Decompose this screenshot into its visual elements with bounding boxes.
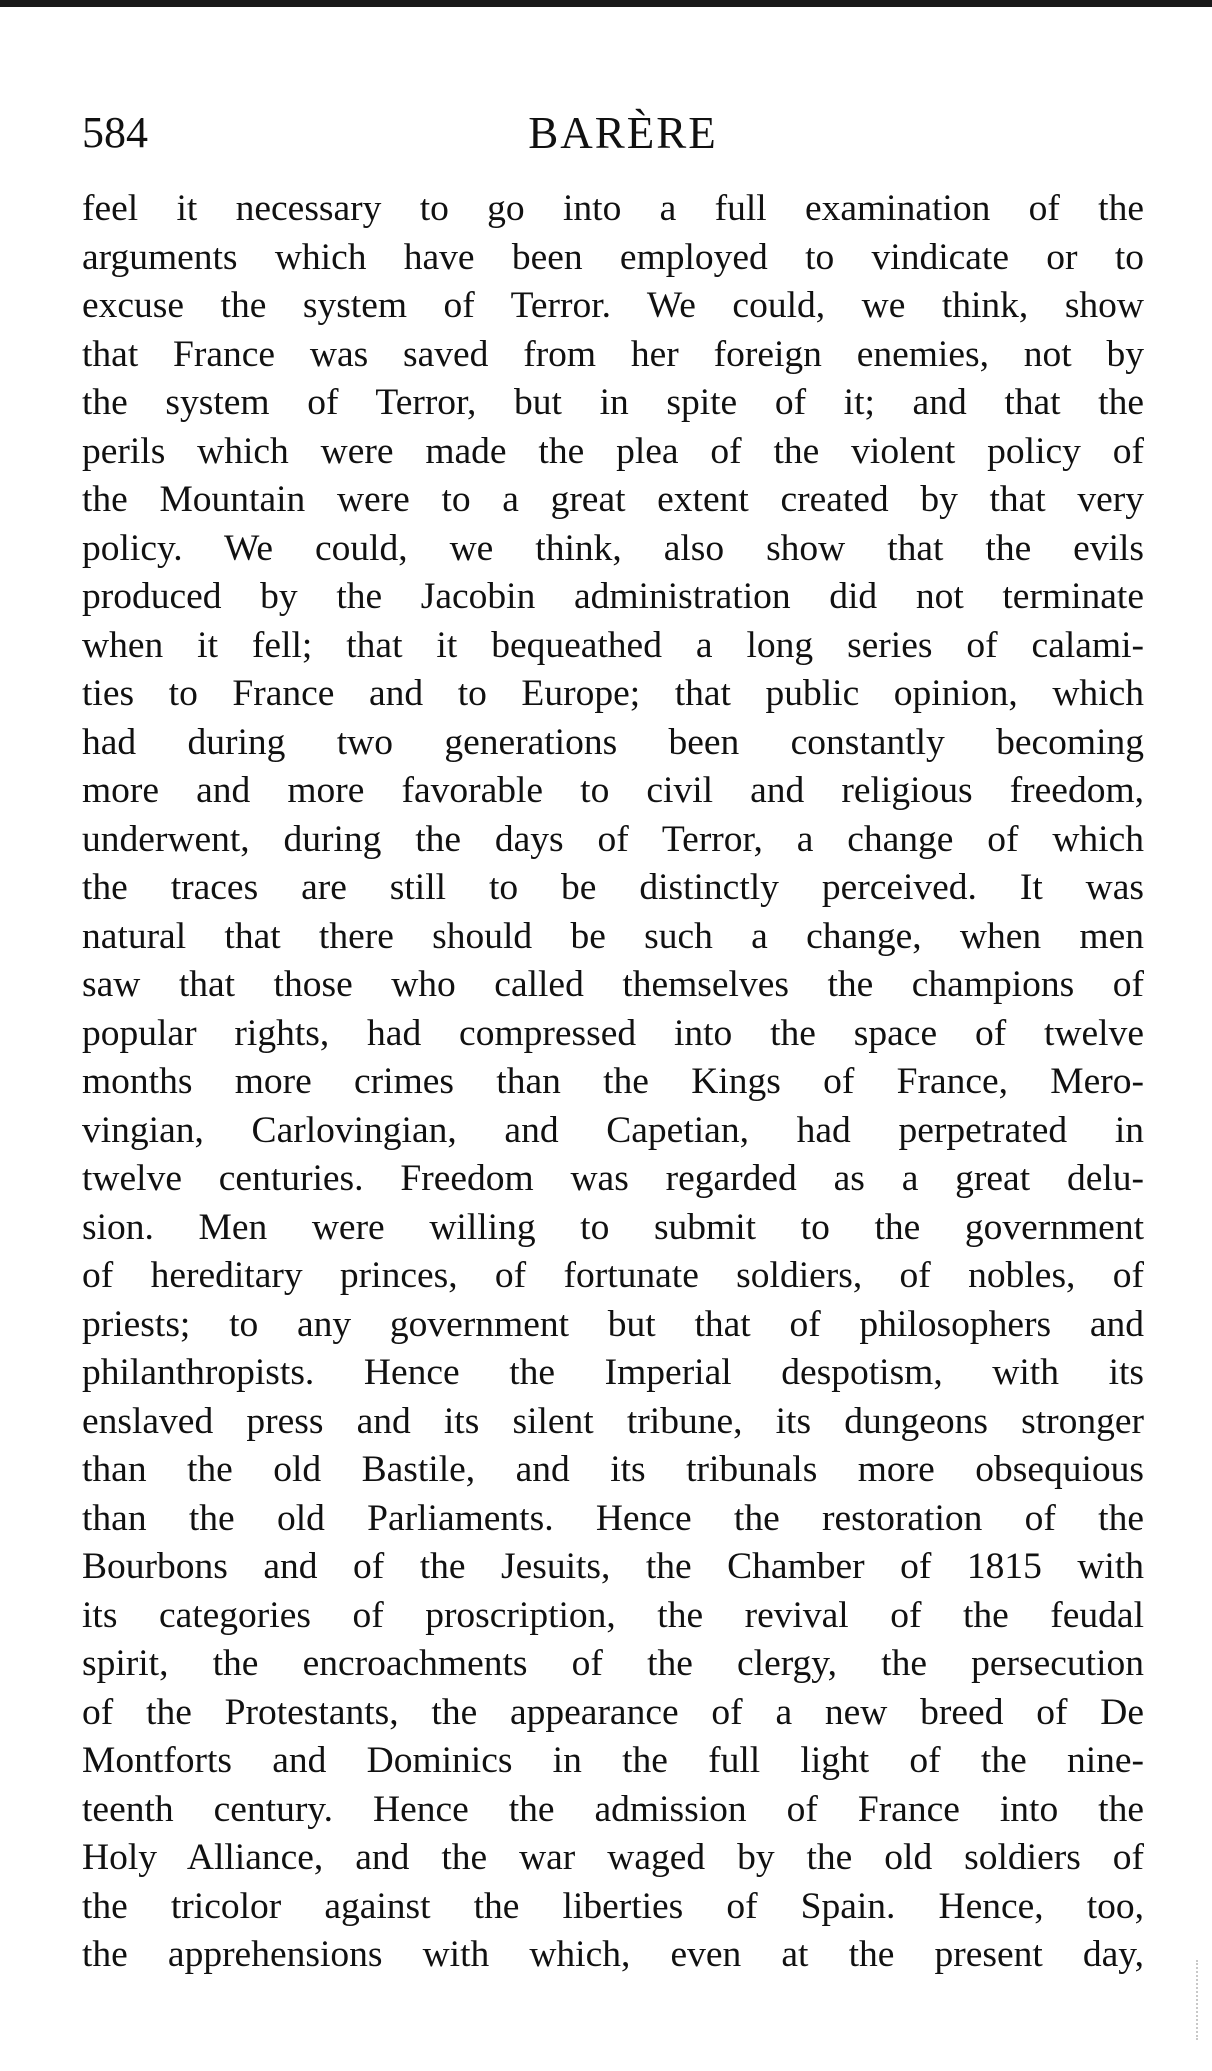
text-line: the system of Terror, but in spite of it; and that the (82, 382, 1144, 423)
text-line: the tricolor against the liberties of Spain. Hence, too, (82, 1885, 1144, 1927)
text-line: the apprehensions with which, even at the present day, (82, 1934, 1144, 1975)
top-border-rule (0, 0, 1212, 7)
text-line: the Mountain were to a great extent created by that very (82, 479, 1144, 520)
text-line: more and more favorable to civil and religious freedom, (82, 770, 1144, 811)
body-paragraph (82, 185, 1144, 1980)
text-line: than the old Parliaments. Hence the restoration of the (82, 1497, 1144, 1539)
text-line: months more crimes than the Kings of France, Mero- (82, 1061, 1144, 1102)
text-line: priests; to any government but that of philosophers and (82, 1303, 1144, 1345)
text-line: feel it necessary to go into a full examination of the (82, 188, 1144, 229)
text-line: saw that those who called themselves the champions of (82, 964, 1144, 1005)
text-line: Montforts and Dominics in the full light of the nine- (82, 1740, 1144, 1781)
text-line: policy. We could, we think, also show that the evils (82, 527, 1144, 569)
text-line: its categories of proscription, the revival of the feudal (82, 1594, 1144, 1636)
text-line: underwent, during the days of Terror, a change of which (82, 818, 1144, 860)
page-header (82, 103, 1144, 163)
scan-edge-specks (1196, 1960, 1201, 2040)
text-line: perils which were made the plea of the violent policy of (82, 430, 1144, 472)
text-line: natural that there should be such a change, when men (82, 915, 1144, 957)
text-line: had during two generations been constantly becoming (82, 721, 1144, 763)
text-line: arguments which have been employed to vindicate or to (82, 236, 1144, 278)
text-line: popular rights, had compressed into the space of twelve (82, 1012, 1144, 1054)
text-line: philanthropists. Hence the Imperial despotism, with its (82, 1352, 1144, 1393)
text-line: excuse the system of Terror. We could, we think, show (82, 285, 1144, 326)
text-line: twelve centuries. Freedom was regarded as a great delu- (82, 1158, 1144, 1199)
text-line: the traces are still to be distinctly perceived. It was (82, 867, 1144, 908)
text-line: spirit, the encroachments of the clergy, the persecution (82, 1643, 1144, 1684)
text-line: vingian, Carlovingian, and Capetian, had perpetrated in (82, 1109, 1144, 1151)
text-line: when it fell; that it bequeathed a long series of calami- (82, 624, 1144, 666)
text-line: of hereditary princes, of fortunate soldiers, of nobles, of (82, 1255, 1144, 1296)
text-line: than the old Bastile, and its tribunals more obsequious (82, 1449, 1144, 1490)
text-line: of the Protestants, the appearance of a new breed of De (82, 1691, 1144, 1733)
page-number: 584 (82, 108, 148, 157)
text-line: Holy Alliance, and the war waged by the old soldiers of (82, 1837, 1144, 1878)
running-title: BARÈRE (528, 108, 718, 158)
text-line: that France was saved from her foreign enemies, not by (82, 333, 1144, 375)
text-line: teenth century. Hence the admission of France into the (82, 1788, 1144, 1830)
text-line: enslaved press and its silent tribune, its dungeons stronger (82, 1400, 1144, 1442)
text-line: produced by the Jacobin administration did not terminate (82, 576, 1144, 617)
text-line: ties to France and to Europe; that public opinion, which (82, 673, 1144, 714)
text-line: Bourbons and of the Jesuits, the Chamber of 1815 with (82, 1546, 1144, 1587)
text-line: sion. Men were willing to submit to the government (82, 1206, 1144, 1248)
